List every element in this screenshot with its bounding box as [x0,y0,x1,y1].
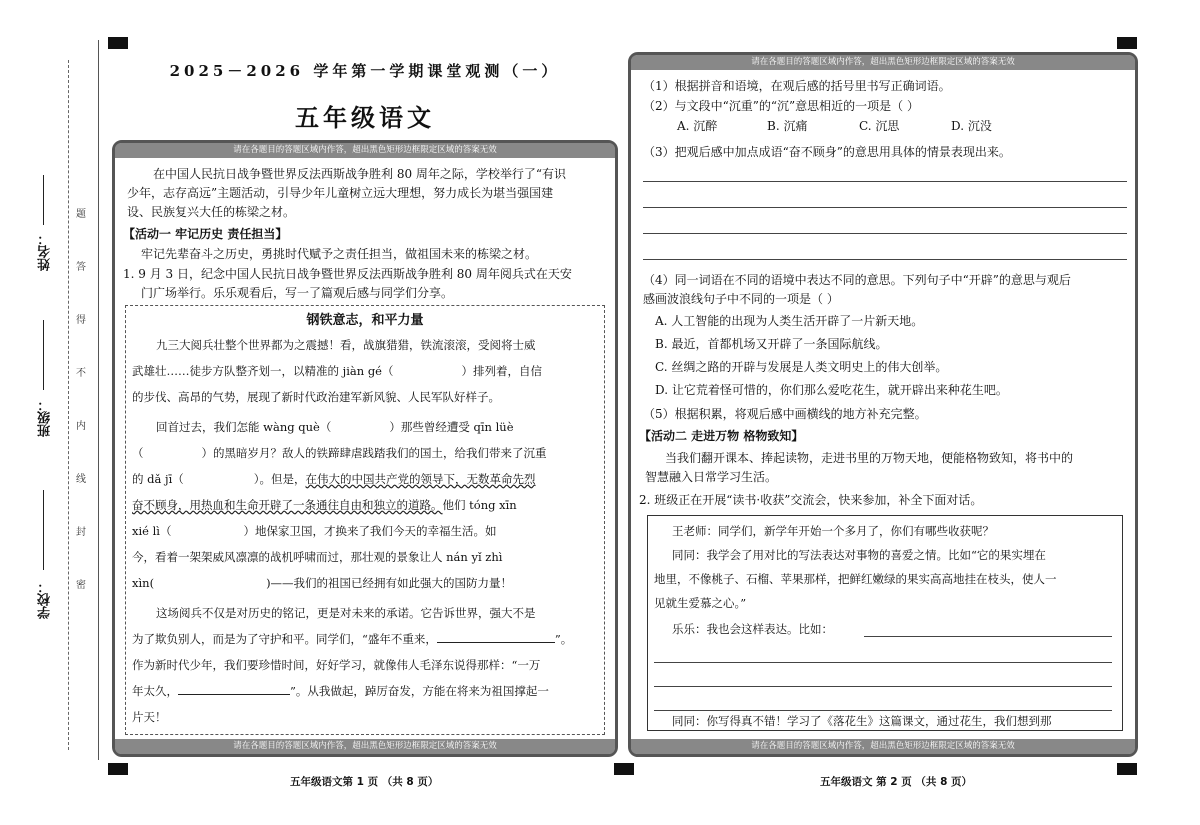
registration-mark [1117,37,1137,49]
binding-line [68,60,69,750]
sub-question-2: （2）与文段中“沉重”的“沉”意思相近的一项是（ ） [643,99,919,113]
intro-line: 设、民族复兴大任的栋梁之材。 [127,205,296,219]
seal-char: 答 [76,262,86,273]
class-label: 班级： [38,398,53,437]
answer-line[interactable] [654,686,1112,687]
sub-question-1: （1）根据拼音和语境，在观后感的括号里书写正确词语。 [643,79,951,93]
dialogue-line: 同同：你写得真不错！学习了《落花生》这篇课文，通过花生，我们想到那 [672,714,1052,728]
option-b[interactable]: B. 沉痛 [767,119,808,133]
fill-blank[interactable] [437,630,555,643]
page-footer-right: 五年级语文 第 2 页 （共 8 页） [820,776,973,788]
seal-char: 封 [76,527,86,538]
subject-title: 五年级语文 [295,103,435,132]
essay-line: 奋不顾身，用热血和生命开辟了一条通往自由和独立的道路。他们 tóng xīn [132,498,517,512]
margin-line [98,40,99,760]
seal-char: 密 [76,580,86,591]
registration-mark [1117,763,1137,775]
essay-line: 作为新时代少年，我们要珍惜时间，好好学习，就像伟人毛泽东说得那样：“一万 [132,658,541,672]
answer-line[interactable] [643,259,1127,260]
activity-one-heading: 【活动一 牢记历史 责任担当】 [123,227,288,241]
answer-line[interactable] [864,636,1112,637]
essay-line: 回首过去，我们怎能 wàng què（ ）那些曾经遭受 qīn lüè [156,420,514,434]
essay-line: 片天！ [132,710,167,724]
registration-mark [108,37,128,49]
seal-char: 题 [76,209,86,220]
question-1: 1. 9 月 3 日，纪念中国人民抗日战争暨世界反法西斯战争胜利 80 周年阅兵式在天安 [123,267,572,281]
answer-line[interactable] [643,207,1127,208]
option-b[interactable]: B. 最近，首都机场又开辟了一条国际航线。 [655,337,888,351]
intro-line: 少年，志存高远”主题活动，引导少年儿童树立远大理想，努力成长为堪当强国建 [127,186,554,200]
essay-line: 这场阅兵不仅是对历史的铭记，更是对未来的承诺。它告诉世界，强大不是 [156,606,536,620]
essay-line: （ ）的黑暗岁月？敌人的铁蹄肆虐践踏我们的国土，给我们带来了沉重 [132,446,547,460]
option-c[interactable]: C. 丝绸之路的开辟与发展是人类文明史上的伟大创举。 [655,360,948,374]
option-d[interactable]: D. 沉没 [951,119,992,133]
essay-line: 的 dǎ jī（ ）。但是，在伟大的中国共产党的领导下，无数革命先烈 [132,472,536,486]
page-footer-left: 五年级语文第 1 页 （共 8 页） [290,776,439,788]
essay-line: 的步伐、高昂的气势，展现了新时代政治建军新风貌、人民军队好样子。 [132,390,500,404]
seal-char: 线 [76,474,86,485]
seal-char: 得 [76,315,86,326]
essay-line: 年太久， ”。从我做起，踔厉奋发，方能在将来为祖国撑起一 [132,684,549,698]
notice-banner: 请在各题目的答题区域内作答，超出黑色矩形边框限定区域的答案无效 [631,739,1135,754]
name-blank[interactable] [43,175,44,225]
fill-blank[interactable] [178,682,290,695]
sub-question-5: （5）根据积累，将观后感中画横线的地方补充完整。 [643,407,927,421]
question-1: 门广场举行。乐乐观看后，写一了篇观后感与同学们分享。 [141,286,454,300]
dialogue-box [647,515,1123,731]
exam-title: 2025－2026 学年第一学期课堂观测（一） [169,62,561,80]
essay-title: 钢铁意志，和平力量 [306,313,424,328]
school-label: 学校： [38,580,53,619]
registration-mark [614,763,634,775]
essay-box [125,305,605,735]
essay-line: xìn( )——我们的祖国已经拥有如此强大的国防力量！ [132,576,513,590]
seal-char: 内 [76,421,86,432]
activity-two-text: 智慧融入日常学习生活。 [645,470,778,484]
activity-two-heading: 【活动二 走进万物 格物致知】 [639,429,804,443]
question-2: 2. 班级正在开展“读书·收获”交流会，快来参加，补全下面对话。 [639,493,983,507]
option-d[interactable]: D. 让它荒着怪可惜的，你们那么爱吃花生，就开辟出来种花生吧。 [655,383,1008,397]
essay-line: xié lì（ ）地保家卫国，才换来了我们今天的幸福生活。如 [132,524,497,538]
essay-line: 今，看着一架架威风凛凛的战机呼啸而过，那壮观的景象让人 nán yǐ zhì [132,550,503,564]
class-blank[interactable] [43,320,44,390]
answer-area-right [628,52,1138,757]
essay-line: 为了欺负别人，而是为了守护和平。同学们，“盛年不重来， ”。 [132,632,573,646]
dialogue-line: 地里，不像桃子、石榴、苹果那样，把鲜红嫩绿的果实高高地挂在枝头，使人一 [654,572,1057,586]
notice-banner: 请在各题目的答题区域内作答，超出黑色矩形边框限定区域的答案无效 [631,55,1135,70]
sub-question-4: 感画波浪线句子中不同的一项是（ ） [643,292,839,306]
dialogue-line: 乐乐：我也会这样表达。比如： [672,622,833,636]
answer-line[interactable] [643,181,1127,182]
wavy-underlined-sentence: 奋不顾身，用热血和生命开辟了一条通往自由和独立的道路。 [132,498,443,512]
dialogue-line: 王老师：同学们，新学年开始一个多月了，你们有哪些收获呢？ [672,524,994,538]
activity-two-text: 当我们翻开课本、捧起读物，走进书里的万物天地，便能格物致知，将书中的 [665,451,1074,465]
wavy-underlined-sentence: 在伟大的中国共产党的领导下，无数革命先烈 [305,472,536,486]
essay-line: 九三大阅兵壮整个世界都为之震撼！看，战旗猎猎，铁流滚滚，受阅将士威 [156,338,536,352]
option-c[interactable]: C. 沉思 [859,119,900,133]
answer-line[interactable] [654,662,1112,663]
answer-line[interactable] [643,233,1127,234]
school-blank[interactable] [43,490,44,570]
registration-mark [108,763,128,775]
notice-banner: 请在各题目的答题区域内作答，超出黑色矩形边框限定区域的答案无效 [115,143,615,158]
dialogue-line: 同同：我学会了用对比的写法表达对事物的喜爱之情。比如“它的果实埋在 [672,548,1046,562]
activity-one-text: 牢记先辈奋斗之历史，勇挑时代赋予之责任担当，做祖国未来的栋梁之材。 [141,247,538,261]
sub-question-4: （4）同一词语在不同的语境中表达不同的意思。下列句子中“开辟”的意思与观后 [643,273,1071,287]
answer-line[interactable] [654,710,1112,711]
option-a[interactable]: A. 人工智能的出现为人类生活开辟了一片新天地。 [655,314,924,328]
essay-line: 武雄壮……徒步方队整齐划一，以精准的 jiàn gé（ ）排列着，自信 [132,364,542,378]
dialogue-line: 见就生爱慕之心。” [654,596,747,610]
name-label: 姓名： [38,232,53,271]
seal-char: 不 [76,368,86,379]
option-a[interactable]: A. 沉醉 [677,119,718,133]
intro-line: 在中国人民抗日战争暨世界反法西斯战争胜利 80 周年之际，学校举行了“有识 [153,167,567,181]
sub-question-3: （3）把观后感中加点成语“奋不顾身”的意思用具体的情景表现出来。 [643,145,1011,159]
answer-area-left [112,140,618,757]
notice-banner: 请在各题目的答题区域内作答，超出黑色矩形边框限定区域的答案无效 [115,739,615,754]
